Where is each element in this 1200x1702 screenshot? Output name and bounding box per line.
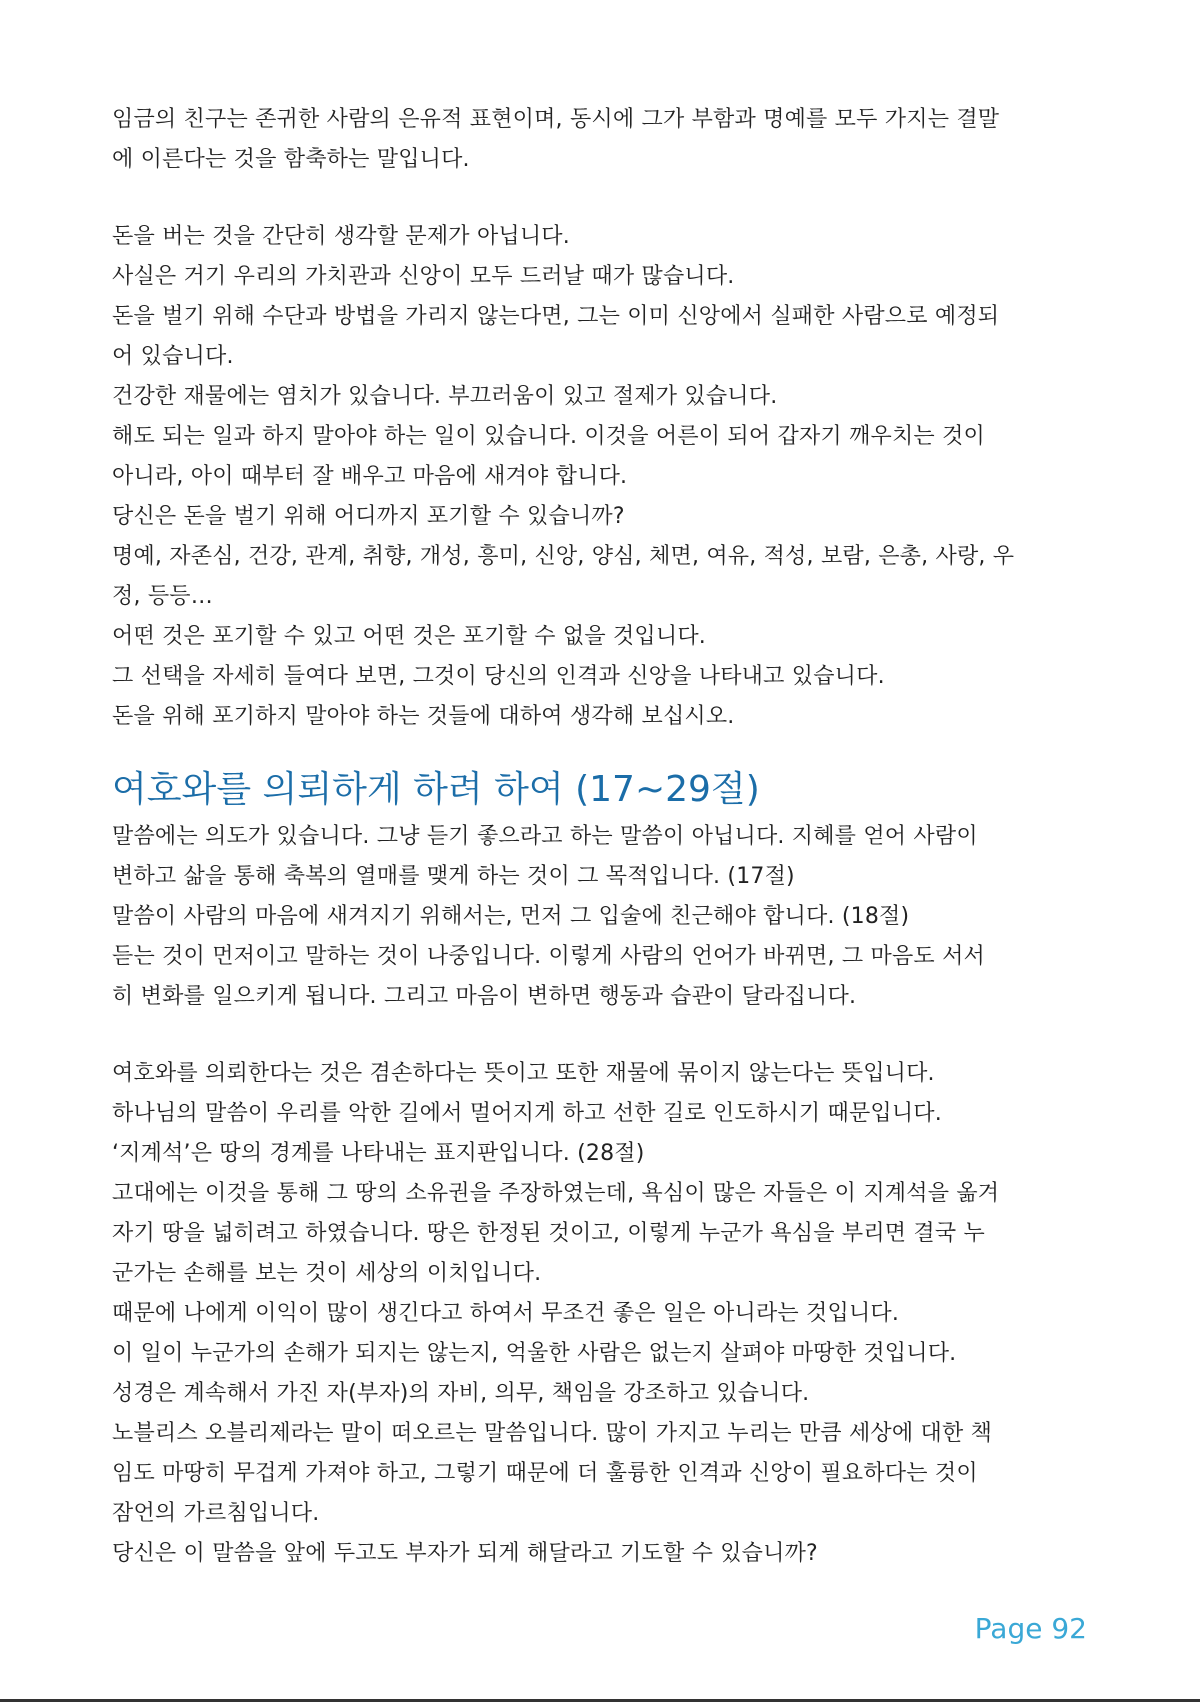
text-line: 말씀에는 의도가 있습니다. 그냥 듣기 좋으라고 하는 말씀이 아닙니다. 지혜를 얻어 사람이 <box>112 824 978 849</box>
paragraph-gap <box>112 1017 1092 1054</box>
money-paragraph <box>112 217 1092 737</box>
text-line: 군가는 손해를 보는 것이 세상의 이치입니다. <box>112 1261 542 1286</box>
text-line: 당신은 이 말씀을 앞에 두고도 부자가 되게 해달라고 기도할 수 있습니까? <box>112 1541 818 1566</box>
section-paragraph-1 <box>112 817 1092 1017</box>
page-number: Page 92 <box>974 1612 1087 1645</box>
paragraph-gap <box>112 180 1092 217</box>
text-line: 그 선택을 자세히 들여다 보면, 그것이 당신의 인격과 신앙을 나타내고 있습니다. <box>112 664 885 689</box>
text-line: 히 변화를 일으키게 됩니다. 그리고 마음이 변하면 행동과 습관이 달라집니다. <box>112 984 857 1009</box>
text-line: 듣는 것이 먼저이고 말하는 것이 나중입니다. 이렇게 사람의 언어가 바뀌면, 그 마음도 서서 <box>112 944 985 969</box>
text-line: 아니라, 아이 때부터 잘 배우고 마음에 새겨야 합니다. <box>112 464 628 489</box>
intro-paragraph <box>112 100 1092 180</box>
text-line: 이 일이 누군가의 손해가 되지는 않는지, 억울한 사람은 없는지 살펴야 마땅한 것입니다. <box>112 1341 957 1366</box>
text-line: 돈을 버는 것을 간단히 생각할 문제가 아닙니다. <box>112 224 570 249</box>
text-line: 성경은 계속해서 가진 자(부자)의 자비, 의무, 책임을 강조하고 있습니다. <box>112 1381 810 1406</box>
text-line: 어떤 것은 포기할 수 있고 어떤 것은 포기할 수 없을 것입니다. <box>112 624 706 649</box>
text-line: 해도 되는 일과 하지 말아야 하는 일이 있습니다. 이것을 어른이 되어 갑자기 깨우치는 것이 <box>112 424 985 449</box>
text-line: 하나님의 말씀이 우리를 악한 길에서 멀어지게 하고 선한 길로 인도하시기 때문입니다. <box>112 1101 942 1126</box>
text-line: 돈을 위해 포기하지 말아야 하는 것들에 대하여 생각해 보십시오. <box>112 704 735 729</box>
section-heading: 여호와를 의뢰하게 하려 하여 (17~29절) <box>112 769 760 810</box>
text-line: 명예, 자존심, 건강, 관계, 취향, 개성, 흥미, 신앙, 양심, 체면, 여유, 적성, 보람, 은총, 사랑, 우 <box>112 544 1015 569</box>
section-paragraph-2 <box>112 1054 1092 1574</box>
text-line: 잠언의 가르침입니다. <box>112 1501 320 1526</box>
text-line: 사실은 거기 우리의 가치관과 신앙이 모두 드러날 때가 많습니다. <box>112 264 735 289</box>
text-line: 자기 땅을 넓히려고 하였습니다. 땅은 한정된 것이고, 이렇게 누군가 욕심을 부리면 결국 누 <box>112 1221 985 1246</box>
text-line: 당신은 돈을 벌기 위해 어디까지 포기할 수 있습니까? <box>112 504 625 529</box>
text-line: 건강한 재물에는 염치가 있습니다. 부끄러움이 있고 절제가 있습니다. <box>112 384 778 409</box>
text-line: 여호와를 의뢰한다는 것은 겸손하다는 뜻이고 또한 재물에 묶이지 않는다는 뜻입니다. <box>112 1061 935 1086</box>
text-line: ‘지계석’은 땅의 경계를 나타내는 표지판입니다. (28절) <box>112 1141 645 1166</box>
text-line: 돈을 벌기 위해 수단과 방법을 가리지 않는다면, 그는 이미 신앙에서 실패한 사람으로 예정되 <box>112 304 1000 329</box>
text-line: 정, 등등… <box>112 584 213 609</box>
text-line: 때문에 나에게 이익이 많이 생긴다고 하여서 무조건 좋은 일은 아니라는 것입니다. <box>112 1301 900 1326</box>
text-line: 임금의 친구는 존귀한 사람의 은유적 표현이며, 동시에 그가 부함과 명예를 모두 가지는 결말 <box>112 107 1000 132</box>
text-line: 에 이른다는 것을 함축하는 말입니다. <box>112 147 470 172</box>
text-line: 노블리스 오블리제라는 말이 떠오르는 말씀입니다. 많이 가지고 누리는 만큼 세상에 대한 책 <box>112 1421 993 1446</box>
text-line: 고대에는 이것을 통해 그 땅의 소유권을 주장하였는데, 욕심이 많은 자들은 이 지계석을 옮겨 <box>112 1181 1000 1206</box>
text-line: 말씀이 사람의 마음에 새겨지기 위해서는, 먼저 그 입술에 친근해야 합니다. (18절) <box>112 904 910 929</box>
text-line: 어 있습니다. <box>112 344 234 369</box>
text-line: 임도 마땅히 무겁게 가져야 하고, 그렇기 때문에 더 훌륭한 인격과 신앙이 필요하다는 것이 <box>112 1461 978 1486</box>
text-line: 변하고 삶을 통해 축복의 열매를 맺게 하는 것이 그 목적입니다. (17절) <box>112 864 795 889</box>
page-content <box>112 100 1092 1574</box>
